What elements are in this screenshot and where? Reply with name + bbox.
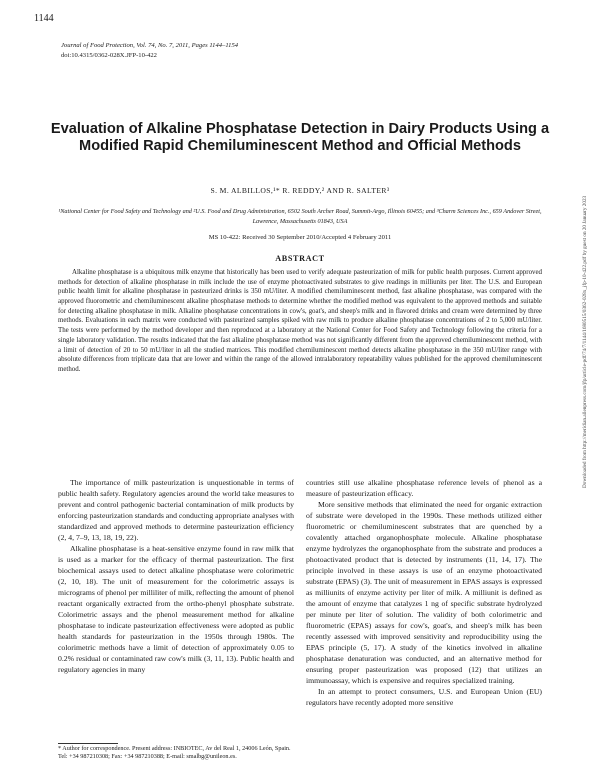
- body-paragraph: The importance of milk pasteurization is unquestionable in terms of public health safety. Regulatory agencies around the world take measures to prevent and control pathogenic bacterial contamination of milk products by enforcing pasteurization standards and conducting appropriate analyses with standardized and approved methods to determine pasteurization efficiency (2, 4, 7–9, 13, 18, 19, 22).: [58, 478, 294, 543]
- body-paragraph: Alkaline phosphatase is a heat-sensitive enzyme found in raw milk that is used as a marker for the efficacy of thermal pasteurization. The first biochemical assays used to detect alkaline phosphatase were colorimetric (2, 10, 18). The unit of measurement for the colorimetric assays is micrograms of phenol per milliliter of milk, reflecting the amount of phenol reactant organically extracted from the ortho-phenyl phosphate substrate. Colorimetric assays and the phenol measurement method for alkaline phosphatase to indicate pasteurization effectiveness were adopted as public health standards for pasteurization in the 1950s through 1980s. The colorimetric methods have a limit of detection of approximately 0.05 to 0.2% residual or contaminated raw cow's milk (3, 11, 13). Public health and regulatory agencies in many: [58, 544, 294, 675]
- abstract-text: Alkaline phosphatase is a ubiquitous milk enzyme that historically has been used to verify adequate pasteurization of milk for public health purposes. Current approved methods for detection of alkaline phosphatase in milk include the use of enzyme photoactivated substrates to give readings in milliunits per liter. The U.S. and European public health limit for alkaline phosphatase in pasteurized drinks is 350 mU/liter. A modified chemiluminescent method, fast alkaline phosphatase, was compared with the approved fluorometric and chemiluminescent alkaline phosphatase methods to determine whether the modified method was equivalent to the approved methods and suitable for detecting alkaline phosphatase in milk. Alkaline phosphatase concentrations in cow's, goat's, and sheep's milk and in flavored drinks and cream were determined by three methods. Evaluations in each matrix were conducted with pasteurized samples spiked with raw milk to produce alkaline phosphatase concentrations of 2 to 5,000 mU/liter. The tests were performed by the method developer and then reproduced at a laboratory at the National Center for Food Safety and Technology following the criteria for a single laboratory validation. The results indicated that the fast alkaline phosphatase method was not significantly different from the approved chemiluminescent method, with a limit of detection of 20 to 50 mU/liter in all the studied matrices. This modified chemiluminescent method detects alkaline phosphatase in the 350 mU/liter range with absolute differences from triplicate data that are lower and within the range of the allowed intralaboratory repeatability values published for the approved chemiluminescent method.: [58, 269, 542, 373]
- journal-citation: Journal of Food Protection, Vol. 74, No. 7, 2011, Pages 1144–1154: [61, 42, 239, 49]
- download-watermark: Downloaded from http://meridian.allenpress.com/jfp/article-pdf/74/7/1144/1680515/0362-028x_jfp-10-422.pdf by guest on 20 January 2023: [582, 195, 588, 488]
- article-title: Evaluation of Alkaline Phosphatase Detection in Dairy Products Using a Modified Rapid Chemiluminescent Method and Official Methods: [50, 121, 550, 154]
- body-paragraph: In an attempt to protect consumers, U.S. and European Union (EU) regulators have recently adopted more sensitive: [306, 687, 542, 708]
- received-dates: MS 10-422: Received 30 September 2010/Accepted 4 February 2011: [208, 234, 392, 241]
- body-column-left: [58, 477, 294, 675]
- correspondence-footnote: * Author for correspondence. Present address: INBIOTEC, Av del Real 1, 24006 León, Spain. Tel: +34 987210308; Fax: +34 987210388; E-mail: smalbg@unileon.es.: [58, 745, 291, 761]
- page-number: 1144: [34, 13, 54, 24]
- abstract-heading: ABSTRACT: [275, 254, 325, 263]
- body-paragraph: countries still use alkaline phosphatase reference levels of phenol as a measure of pasteurization efficacy.: [306, 478, 542, 499]
- author-list: S. M. ALBILLOS,¹* R. REDDY,² AND R. SALTER³: [210, 186, 390, 195]
- doi[interactable]: doi:10.4315/0362-028X.JFP-10-422: [61, 52, 157, 59]
- body-paragraph: More sensitive methods that eliminated the need for organic extraction of substrate were developed in the 1990s. These methods utilized either fluorometric or chemiluminescent substrates that are quenched by a covalently attached organophosphate molecule. Alkaline phosphatase enzyme hydrolyzes the organophosphate from the substrate and produces a photoactivated product that is detected by instruments (11, 14, 17). The principle involved in these assays is use of an enzyme photoactivated substrate (EPAS) (3). The unit of measurement in EPAS assays is expressed as milliunits of enzyme activity per liter of milk. A milliunit is defined as the amount of enzyme that catalyzes 1 ng of specific substrate hydrolyzed per minute per liter of solution. The validity of both colorimetric and fluorometric (EPAS) assays for cow's, goat's, and sheep's milk has been recently assessed with improved sensitivity and reproducibility using the EPAS principle (5, 17). A study of the kinetics involved in alkaline phosphatase denaturation was conducted, and an alternative method for ensuring proper pasteurization was proposed (12) that utilizes an immunoassay, which is expensive and requires specialized training.: [306, 500, 542, 686]
- footnote-divider: [58, 743, 118, 744]
- body-column-right: [306, 477, 542, 708]
- affiliations: ¹National Center for Food Safety and Technology and ²U.S. Food and Drug Administration, 6502 South Archer Road, Summit-Argo, Illinois 60455; and ³Charm Sciences Inc., 659 Andover Street, Lawrence, Massachusetts 01843, USA: [58, 208, 542, 225]
